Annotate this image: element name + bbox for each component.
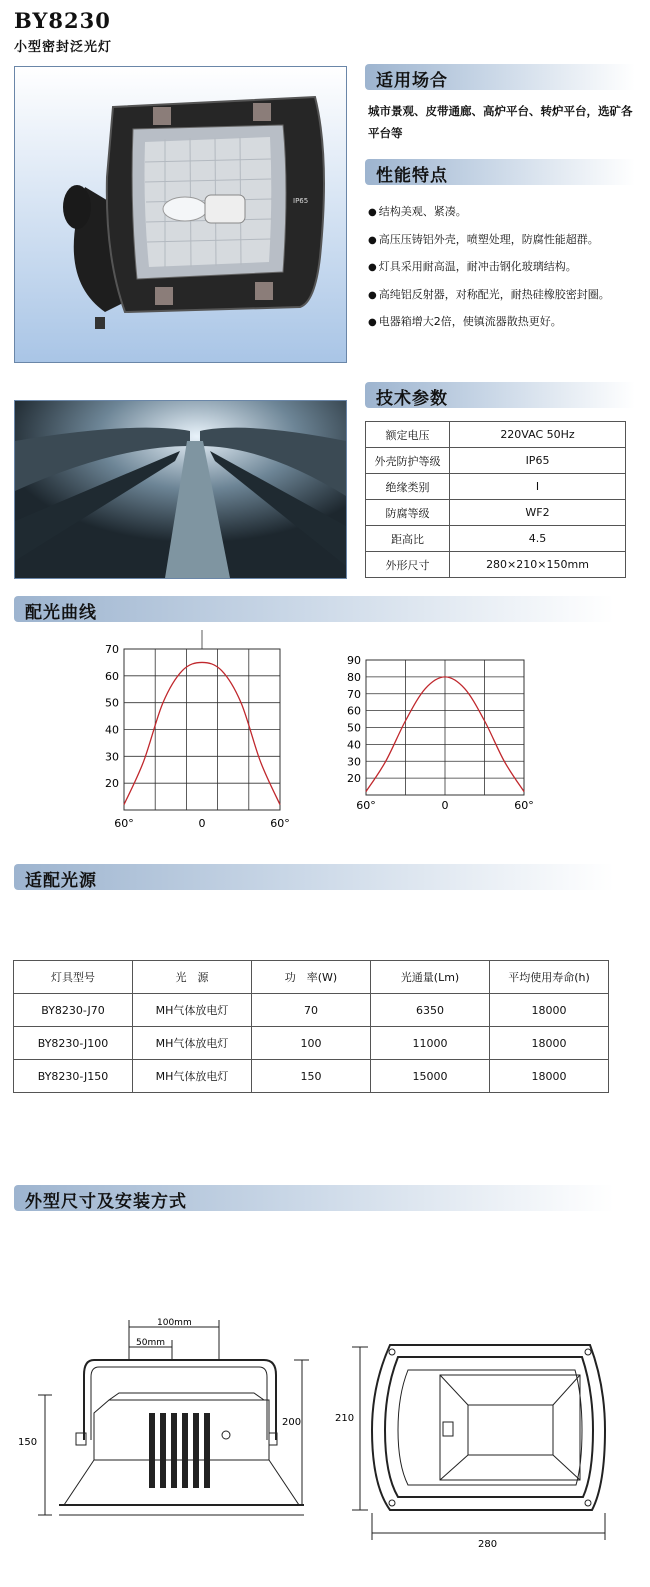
table-cell: MH气体放电灯 (133, 994, 252, 1027)
y-tick-label: 30 (347, 755, 361, 769)
spec-value: IP65 (450, 448, 626, 474)
dimension-label-280: 280 (478, 1539, 498, 1550)
dimension-label-210: 210 (335, 1413, 355, 1424)
y-tick-label: 80 (347, 670, 361, 684)
x-tick-label: 60° (514, 799, 534, 812)
spec-value: I (450, 474, 626, 500)
column-header: 灯具型号 (14, 961, 133, 994)
application-photo (14, 400, 347, 579)
y-tick-label: 90 (347, 655, 361, 667)
spec-value: 220VAC 50Hz (450, 422, 626, 448)
table-row (366, 552, 626, 578)
dimension-label-50mm: 50mm (136, 1338, 165, 1348)
spec-label: 额定电压 (366, 422, 450, 448)
y-tick-label: 40 (105, 723, 119, 737)
section-header-application (365, 64, 635, 90)
dimension-label-200: 200 (282, 1417, 302, 1428)
y-tick-label: 20 (105, 777, 119, 791)
x-tick-label: 60° (114, 817, 134, 830)
section-header-dimensions (14, 1185, 614, 1211)
table-header-row (14, 961, 609, 994)
spec-table (365, 421, 626, 578)
table-cell: 18000 (490, 994, 609, 1027)
table-cell: BY8230-J100 (14, 1027, 133, 1060)
feature-list (368, 199, 650, 337)
y-tick-label: 50 (105, 696, 119, 710)
feature-item: ● 高纯铝反射器，对称配光，耐热硅橡胶密封圈。 (368, 282, 650, 310)
section-header-features (365, 159, 635, 185)
table-cell: 100 (252, 1027, 371, 1060)
product-model: BY8230 (14, 8, 111, 33)
table-cell: BY8230-J70 (14, 994, 133, 1027)
table-cell: 18000 (490, 1027, 609, 1060)
product-photo (14, 66, 347, 363)
table-cell: MH气体放电灯 (133, 1060, 252, 1093)
spec-value: WF2 (450, 500, 626, 526)
y-tick-label: 70 (105, 643, 119, 656)
spec-label: 绝缘类别 (366, 474, 450, 500)
feature-item: ● 电器箱增大2倍，使镇流器散热更好。 (368, 309, 650, 337)
table-cell: 18000 (490, 1060, 609, 1093)
side-view-drawing (14, 1315, 314, 1525)
column-header: 光 源 (133, 961, 252, 994)
x-tick-label: 60° (356, 799, 376, 812)
spec-label: 外形尺寸 (366, 552, 450, 578)
column-header: 功 率(W) (252, 961, 371, 994)
light-source-table (13, 960, 609, 1093)
spec-label: 防腐等级 (366, 500, 450, 526)
table-cell: 11000 (371, 1027, 490, 1060)
table-cell: 6350 (371, 994, 490, 1027)
column-header: 平均使用寿命(h) (490, 961, 609, 994)
table-row (14, 1060, 609, 1093)
spec-label: 距高比 (366, 526, 450, 552)
dimension-label-150: 150 (18, 1437, 38, 1448)
column-header: 光通量(Lm) (371, 961, 490, 994)
y-tick-label: 60 (347, 704, 361, 718)
section-title: 适用场合 (376, 71, 448, 91)
front-view-drawing (330, 1335, 630, 1550)
table-row (366, 526, 626, 552)
x-tick-label: 0 (441, 799, 449, 812)
table-cell: 15000 (371, 1060, 490, 1093)
conveyor-tunnel-illustration (15, 401, 346, 578)
feature-item: ● 灯具采用耐高温，耐冲击钢化玻璃结构。 (368, 254, 650, 282)
floodlight-illustration (15, 67, 346, 362)
section-header-light-source (14, 864, 614, 890)
table-cell: 150 (252, 1060, 371, 1093)
table-row (14, 1027, 609, 1060)
light-distribution-chart-2 (335, 655, 550, 820)
section-title: 适配光源 (25, 871, 97, 891)
y-tick-label: 40 (347, 738, 361, 752)
table-row (366, 500, 626, 526)
light-distribution-chart-1 (95, 630, 310, 835)
spec-label: 外壳防护等级 (366, 448, 450, 474)
table-row (366, 474, 626, 500)
table-row (14, 994, 609, 1027)
table-cell: BY8230-J150 (14, 1060, 133, 1093)
dimension-label-100mm: 100mm (157, 1318, 192, 1328)
y-tick-label: 50 (347, 721, 361, 735)
application-text: 城市景观、皮带通廊、高炉平台、转炉平台，选矿各平台等 (368, 104, 633, 140)
section-title: 性能特点 (376, 166, 448, 186)
section-header-light-curve (14, 596, 614, 622)
lamp-ip-label: IP65 (293, 197, 309, 205)
feature-item: ● 结构美观、紧凑。 (368, 199, 650, 227)
spec-value: 280×210×150mm (450, 552, 626, 578)
section-title: 技术参数 (376, 389, 448, 409)
feature-item: ● 高压压铸铝外壳，喷塑处理，防腐性能超群。 (368, 227, 650, 255)
table-row (366, 448, 626, 474)
table-cell: MH气体放电灯 (133, 1027, 252, 1060)
table-row (366, 422, 626, 448)
product-subtitle: 小型密封泛光灯 (14, 40, 113, 55)
x-tick-label: 60° (270, 817, 290, 830)
table-cell: 70 (252, 994, 371, 1027)
section-title: 配光曲线 (25, 603, 97, 623)
y-tick-label: 20 (347, 772, 361, 786)
y-tick-label: 70 (347, 687, 361, 701)
y-tick-label: 60 (105, 669, 119, 683)
x-tick-label: 0 (198, 817, 206, 830)
spec-value: 4.5 (450, 526, 626, 552)
section-title: 外型尺寸及安装方式 (25, 1192, 187, 1212)
section-header-specs (365, 382, 635, 408)
y-tick-label: 30 (105, 750, 119, 764)
